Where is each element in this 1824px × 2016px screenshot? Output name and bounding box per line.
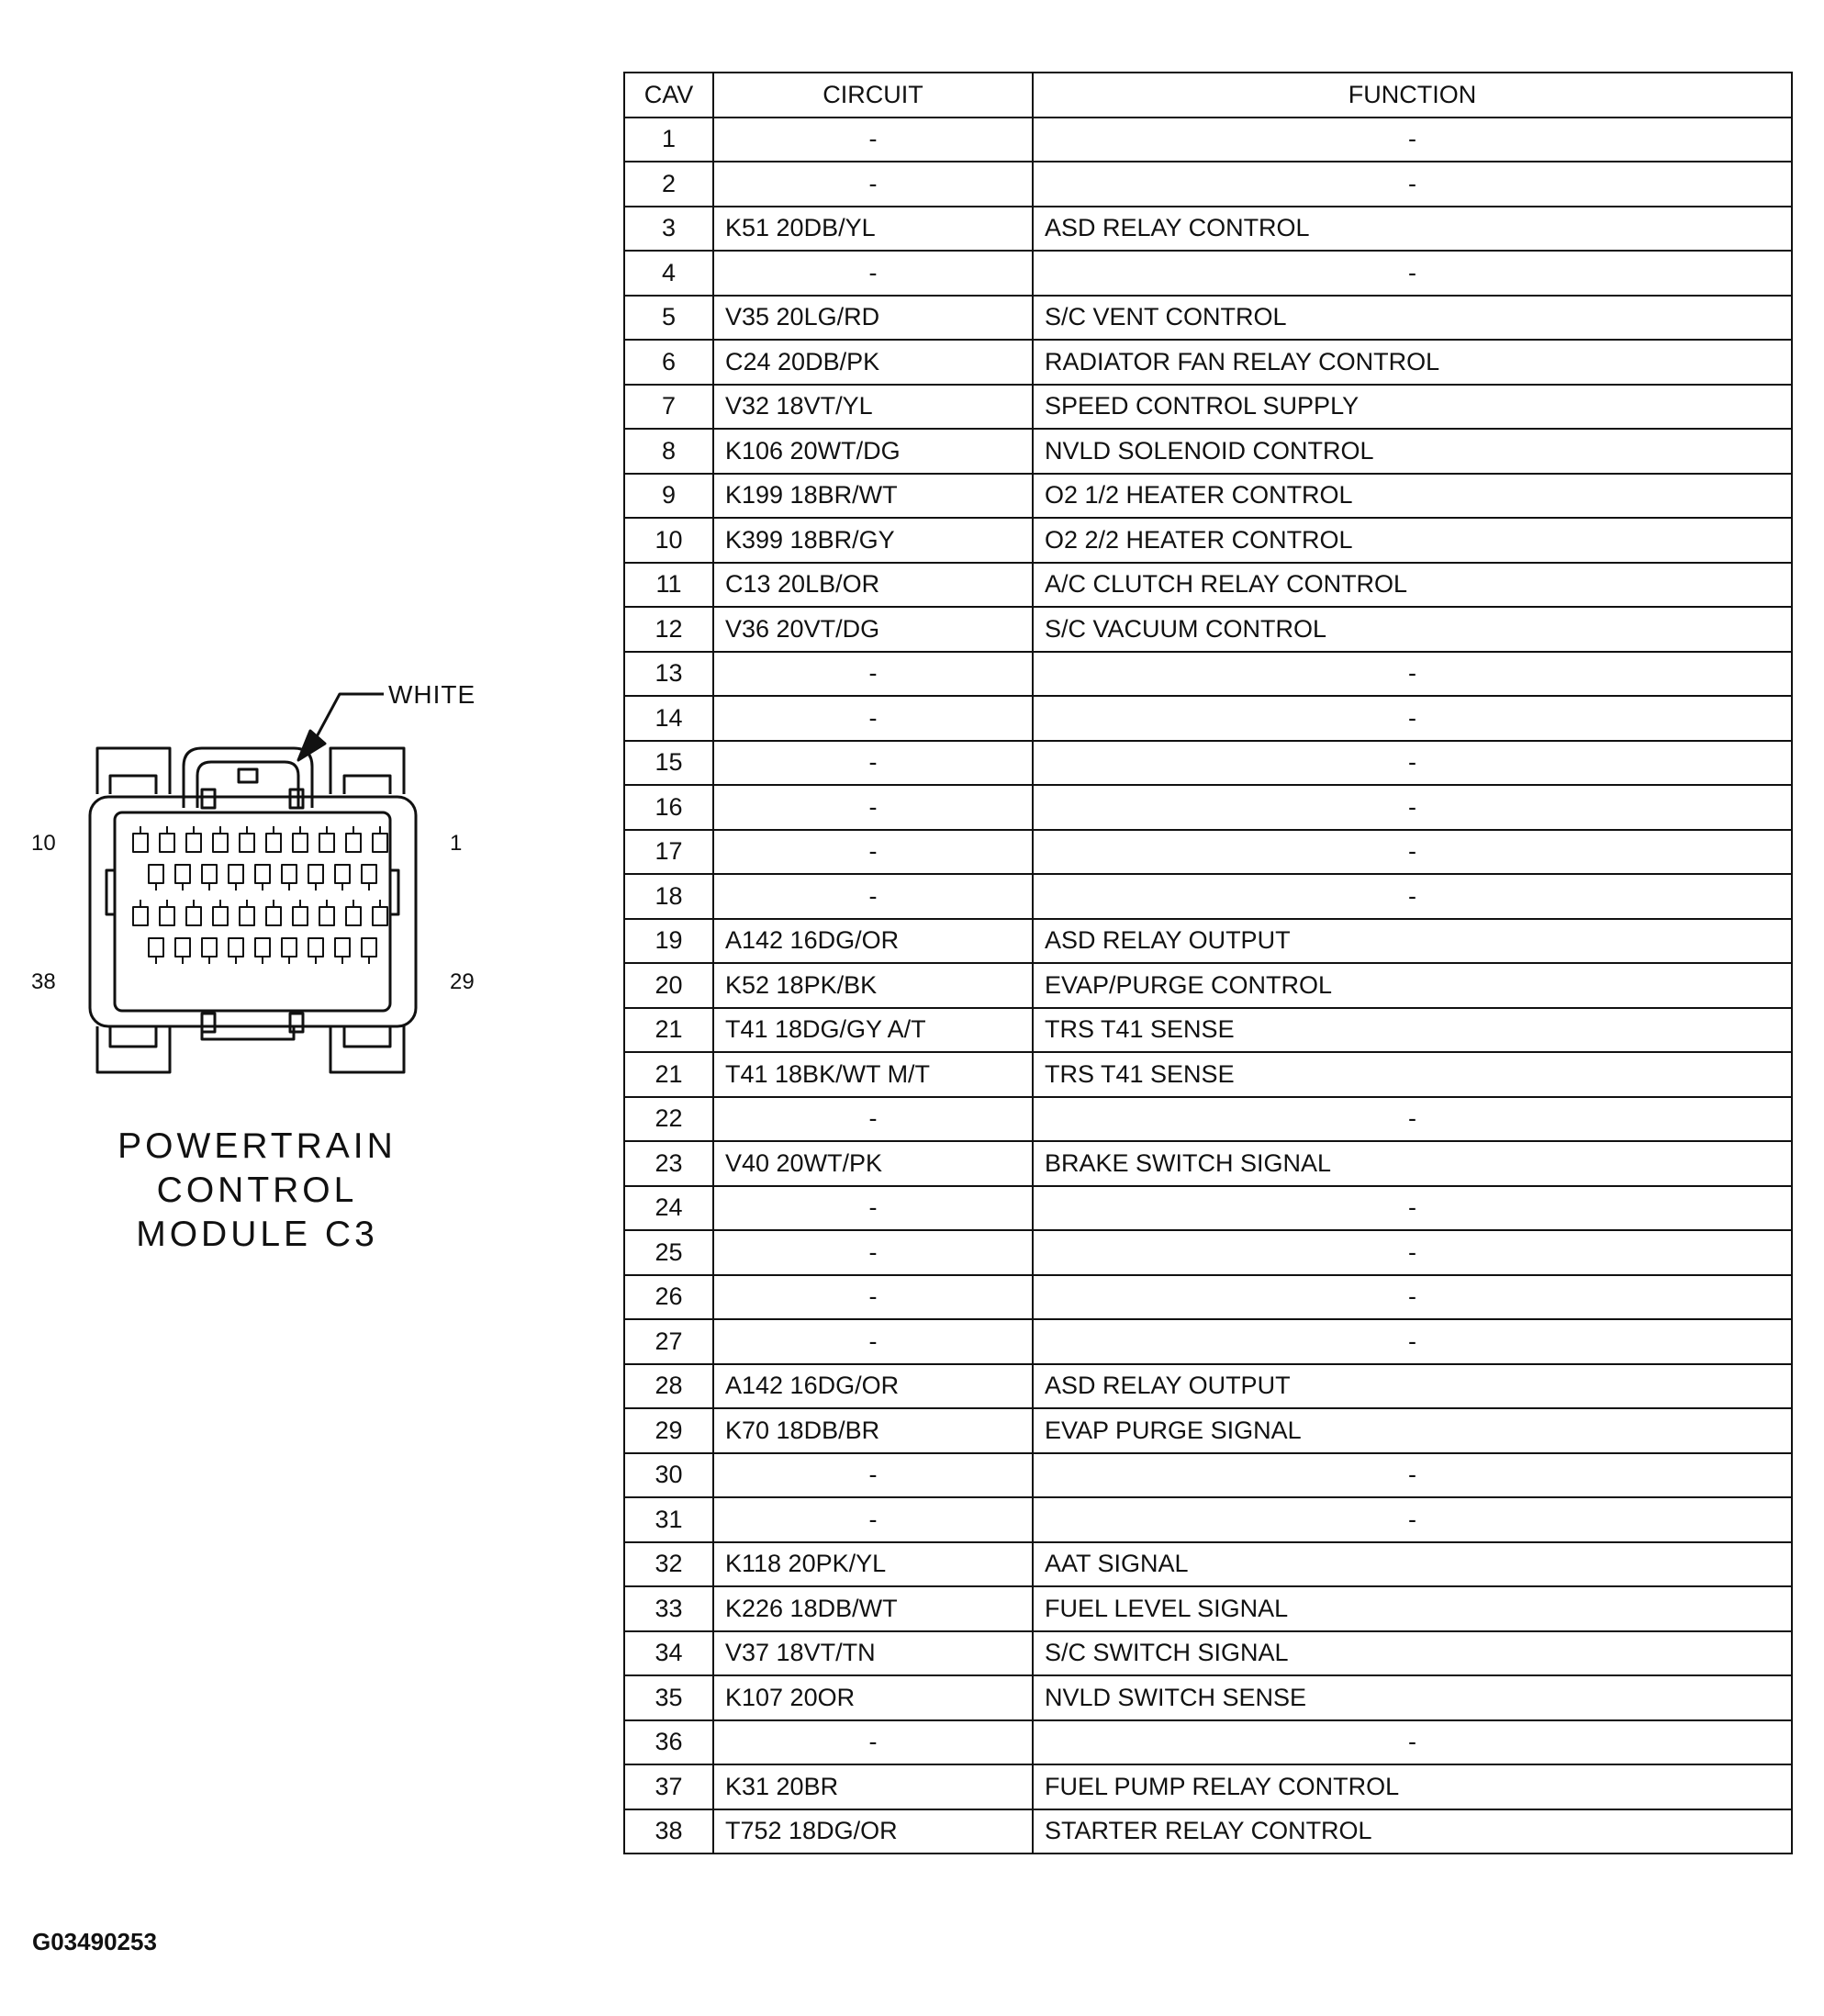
table-row <box>624 874 1792 919</box>
function-cell: ASD RELAY OUTPUT <box>1033 1364 1792 1409</box>
function-cell: FUEL LEVEL SIGNAL <box>1033 1586 1792 1631</box>
cav-cell: 9 <box>624 474 713 519</box>
function-cell: - <box>1033 1275 1792 1320</box>
terminal-cavity <box>293 907 308 925</box>
function-cell: - <box>1033 652 1792 697</box>
table-body <box>624 118 1792 1854</box>
function-cell: - <box>1033 741 1792 786</box>
cav-cell: 1 <box>624 118 713 162</box>
terminal-cavity <box>255 865 270 883</box>
function-cell: EVAP PURGE SIGNAL <box>1033 1408 1792 1453</box>
cav-cell: 14 <box>624 696 713 741</box>
terminal-cavity <box>335 938 350 957</box>
function-cell: - <box>1033 162 1792 207</box>
cav-cell: 22 <box>624 1097 713 1142</box>
cav-cell: 15 <box>624 741 713 786</box>
table-row <box>624 1008 1792 1053</box>
terminal-cavity <box>282 938 297 957</box>
table-row <box>624 1141 1792 1186</box>
callout-arrow-head <box>298 731 325 760</box>
cav-cell: 34 <box>624 1631 713 1676</box>
cav-cell: 35 <box>624 1675 713 1720</box>
function-cell: - <box>1033 1497 1792 1542</box>
table-row <box>624 1631 1792 1676</box>
function-cell: - <box>1033 785 1792 830</box>
terminal-cavity <box>346 907 361 925</box>
terminal-cavity <box>213 834 228 852</box>
function-cell: A/C CLUTCH RELAY CONTROL <box>1033 563 1792 608</box>
left-ear-top <box>97 748 170 794</box>
function-cell: - <box>1033 696 1792 741</box>
function-cell: - <box>1033 1097 1792 1142</box>
circuit-cell: A142 16DG/OR <box>713 919 1033 964</box>
circuit-cell: - <box>713 251 1033 296</box>
cav-cell: 23 <box>624 1141 713 1186</box>
function-cell: ASD RELAY OUTPUT <box>1033 919 1792 964</box>
table-row <box>624 1230 1792 1275</box>
terminal-cavity <box>373 834 387 852</box>
connector-name-line-1: POWERTRAIN <box>117 1126 397 1166</box>
circuit-cell: - <box>713 1230 1033 1275</box>
cav-cell: 4 <box>624 251 713 296</box>
circuit-cell: T41 18DG/GY A/T <box>713 1008 1033 1053</box>
terminal-cavity <box>293 834 308 852</box>
cav-cell: 26 <box>624 1275 713 1320</box>
table-row <box>624 1675 1792 1720</box>
cav-cell: 20 <box>624 963 713 1008</box>
header-circuit: CIRCUIT <box>713 73 1033 118</box>
circuit-cell: C24 20DB/PK <box>713 340 1033 385</box>
circuit-cell: - <box>713 652 1033 697</box>
circuit-cell: K106 20WT/DG <box>713 429 1033 474</box>
cav-cell: 3 <box>624 207 713 252</box>
connector-drawing <box>18 661 514 1120</box>
terminal-cavity <box>266 907 281 925</box>
circuit-cell: - <box>713 1453 1033 1498</box>
circuit-cell: T41 18BK/WT M/T <box>713 1052 1033 1097</box>
cav-cell: 16 <box>624 785 713 830</box>
circuit-cell: K70 18DB/BR <box>713 1408 1033 1453</box>
function-cell: EVAP/PURGE CONTROL <box>1033 963 1792 1008</box>
cav-cell: 30 <box>624 1453 713 1498</box>
header-function: FUNCTION <box>1033 73 1792 118</box>
terminal-cavity <box>186 834 201 852</box>
cav-cell: 27 <box>624 1319 713 1364</box>
terminal-cavity <box>240 907 254 925</box>
terminal-cavity <box>319 834 334 852</box>
terminal-cavity <box>202 938 217 957</box>
function-cell: STARTER RELAY CONTROL <box>1033 1809 1792 1854</box>
circuit-cell: K107 20OR <box>713 1675 1033 1720</box>
cav-cell: 5 <box>624 296 713 341</box>
table-row <box>624 340 1792 385</box>
function-cell: - <box>1033 1186 1792 1231</box>
table-row <box>624 1764 1792 1809</box>
cav-cell: 19 <box>624 919 713 964</box>
terminal-cavity <box>149 938 163 957</box>
cav-cell: 38 <box>624 1809 713 1854</box>
circuit-cell: - <box>713 830 1033 875</box>
table-row <box>624 474 1792 519</box>
right-ear-top <box>330 748 404 794</box>
pin-label-bottom-right: 29 <box>450 969 475 994</box>
table-header-row <box>624 73 1792 118</box>
table-row <box>624 1453 1792 1498</box>
table-row <box>624 1408 1792 1453</box>
function-cell: - <box>1033 251 1792 296</box>
circuit-cell: C13 20LB/OR <box>713 563 1033 608</box>
terminal-cavity <box>282 865 297 883</box>
table-row <box>624 1364 1792 1409</box>
cav-cell: 6 <box>624 340 713 385</box>
function-cell: AAT SIGNAL <box>1033 1542 1792 1587</box>
pin-label-top-left: 10 <box>31 831 56 856</box>
circuit-cell: A142 16DG/OR <box>713 1364 1033 1409</box>
table-row <box>624 385 1792 430</box>
table-row <box>624 1052 1792 1097</box>
function-cell: - <box>1033 830 1792 875</box>
circuit-cell: - <box>713 696 1033 741</box>
function-cell: - <box>1033 1453 1792 1498</box>
terminal-cavity <box>160 834 174 852</box>
table-row <box>624 652 1792 697</box>
circuit-cell: K226 18DB/WT <box>713 1586 1033 1631</box>
cav-cell: 21 <box>624 1052 713 1097</box>
terminal-cavity <box>308 865 323 883</box>
table-row <box>624 607 1792 652</box>
terminal-cavity <box>373 907 387 925</box>
circuit-cell: - <box>713 1720 1033 1765</box>
circuit-cell: - <box>713 1097 1033 1142</box>
terminal-cavity <box>308 938 323 957</box>
circuit-cell: K51 20DB/YL <box>713 207 1033 252</box>
terminal-cavity <box>362 865 376 883</box>
function-cell: FUEL PUMP RELAY CONTROL <box>1033 1764 1792 1809</box>
circuit-cell: K118 20PK/YL <box>713 1542 1033 1587</box>
terminal-cavity <box>186 907 201 925</box>
cav-cell: 31 <box>624 1497 713 1542</box>
table-row <box>624 696 1792 741</box>
circuit-cell: V32 18VT/YL <box>713 385 1033 430</box>
terminal-cavity <box>229 938 243 957</box>
circuit-cell: V40 20WT/PK <box>713 1141 1033 1186</box>
function-cell: S/C SWITCH SIGNAL <box>1033 1631 1792 1676</box>
terminal-cavities <box>133 826 387 964</box>
table-row <box>624 919 1792 964</box>
table-row <box>624 1319 1792 1364</box>
table-row <box>624 162 1792 207</box>
table-row <box>624 1497 1792 1542</box>
circuit-cell: - <box>713 741 1033 786</box>
table-row <box>624 1097 1792 1142</box>
function-cell: O2 1/2 HEATER CONTROL <box>1033 474 1792 519</box>
circuit-cell: K52 18PK/BK <box>713 963 1033 1008</box>
cav-cell: 36 <box>624 1720 713 1765</box>
function-cell: - <box>1033 118 1792 162</box>
terminal-cavity <box>229 865 243 883</box>
terminal-cavity <box>255 938 270 957</box>
cav-cell: 11 <box>624 563 713 608</box>
function-cell: - <box>1033 874 1792 919</box>
circuit-cell: - <box>713 1275 1033 1320</box>
circuit-cell: - <box>713 874 1033 919</box>
terminal-cavity <box>346 834 361 852</box>
table-row <box>624 1809 1792 1854</box>
circuit-cell: V37 18VT/TN <box>713 1631 1033 1676</box>
header-cav: CAV <box>624 73 713 118</box>
figure-id: G03490253 <box>32 1928 157 1955</box>
function-cell: S/C VENT CONTROL <box>1033 296 1792 341</box>
table-row <box>624 963 1792 1008</box>
cav-cell: 8 <box>624 429 713 474</box>
terminal-cavity <box>213 907 228 925</box>
circuit-cell: - <box>713 1186 1033 1231</box>
table-row <box>624 296 1792 341</box>
terminal-cavity <box>335 865 350 883</box>
terminal-cavity <box>160 907 174 925</box>
function-cell: TRS T41 SENSE <box>1033 1052 1792 1097</box>
circuit-cell: - <box>713 785 1033 830</box>
table-row <box>624 1586 1792 1631</box>
function-cell: ASD RELAY CONTROL <box>1033 207 1792 252</box>
table-row <box>624 563 1792 608</box>
function-cell: SPEED CONTROL SUPPLY <box>1033 385 1792 430</box>
table-row <box>624 207 1792 252</box>
cav-cell: 7 <box>624 385 713 430</box>
function-cell: TRS T41 SENSE <box>1033 1008 1792 1053</box>
function-cell: BRAKE SWITCH SIGNAL <box>1033 1141 1792 1186</box>
table-row <box>624 251 1792 296</box>
function-cell: O2 2/2 HEATER CONTROL <box>1033 518 1792 563</box>
circuit-cell: - <box>713 1319 1033 1364</box>
terminal-cavity <box>175 865 190 883</box>
function-cell: RADIATOR FAN RELAY CONTROL <box>1033 340 1792 385</box>
circuit-cell: V35 20LG/RD <box>713 296 1033 341</box>
cav-cell: 28 <box>624 1364 713 1409</box>
terminal-cavity <box>202 865 217 883</box>
terminal-cavity <box>240 834 254 852</box>
cav-cell: 32 <box>624 1542 713 1587</box>
cav-cell: 10 <box>624 518 713 563</box>
table-row <box>624 518 1792 563</box>
table-row <box>624 1275 1792 1320</box>
cav-cell: 24 <box>624 1186 713 1231</box>
table-row <box>624 1542 1792 1587</box>
table-row <box>624 1720 1792 1765</box>
terminal-cavity <box>133 907 148 925</box>
terminal-cavity <box>319 907 334 925</box>
function-cell: NVLD SWITCH SENSE <box>1033 1675 1792 1720</box>
function-cell: NVLD SOLENOID CONTROL <box>1033 429 1792 474</box>
terminal-cavity <box>266 834 281 852</box>
cav-cell: 21 <box>624 1008 713 1053</box>
table-row <box>624 429 1792 474</box>
table-row <box>624 118 1792 162</box>
table-row <box>624 1186 1792 1231</box>
circuit-cell: - <box>713 1497 1033 1542</box>
pin-label-top-right: 1 <box>450 831 463 856</box>
circuit-cell: K199 18BR/WT <box>713 474 1033 519</box>
circuit-cell: - <box>713 162 1033 207</box>
terminal-cavity <box>149 865 163 883</box>
connector-name <box>18 1125 496 1257</box>
function-cell: - <box>1033 1720 1792 1765</box>
cav-cell: 12 <box>624 607 713 652</box>
circuit-cell: K31 20BR <box>713 1764 1033 1809</box>
connector-body <box>90 797 416 1026</box>
cav-cell: 18 <box>624 874 713 919</box>
terminal-cavity <box>362 938 376 957</box>
cav-cell: 37 <box>624 1764 713 1809</box>
connector-name-line-3: MODULE C3 <box>136 1215 378 1254</box>
cav-cell: 33 <box>624 1586 713 1631</box>
cav-cell: 2 <box>624 162 713 207</box>
table-row <box>624 785 1792 830</box>
connector-diagram <box>18 661 514 1267</box>
terminal-cavity <box>133 834 148 852</box>
cav-cell: 17 <box>624 830 713 875</box>
terminal-cavity <box>175 938 190 957</box>
color-callout-label: WHITE <box>388 680 476 709</box>
function-cell: - <box>1033 1319 1792 1364</box>
connector-name-line-2: CONTROL <box>156 1170 358 1210</box>
table-row <box>624 741 1792 786</box>
cav-cell: 29 <box>624 1408 713 1453</box>
circuit-cell: T752 18DG/OR <box>713 1809 1033 1854</box>
pin-label-bottom-left: 38 <box>31 969 56 994</box>
left-ear-bottom <box>97 1026 170 1072</box>
right-ear-bottom <box>330 1026 404 1072</box>
cav-cell: 13 <box>624 652 713 697</box>
pinout-table <box>623 72 1793 1854</box>
circuit-cell: - <box>713 118 1033 162</box>
circuit-cell: K399 18BR/GY <box>713 518 1033 563</box>
circuit-cell: V36 20VT/DG <box>713 607 1033 652</box>
table-row <box>624 830 1792 875</box>
function-cell: S/C VACUUM CONTROL <box>1033 607 1792 652</box>
function-cell: - <box>1033 1230 1792 1275</box>
callout-leader-line <box>314 694 384 742</box>
cav-cell: 25 <box>624 1230 713 1275</box>
